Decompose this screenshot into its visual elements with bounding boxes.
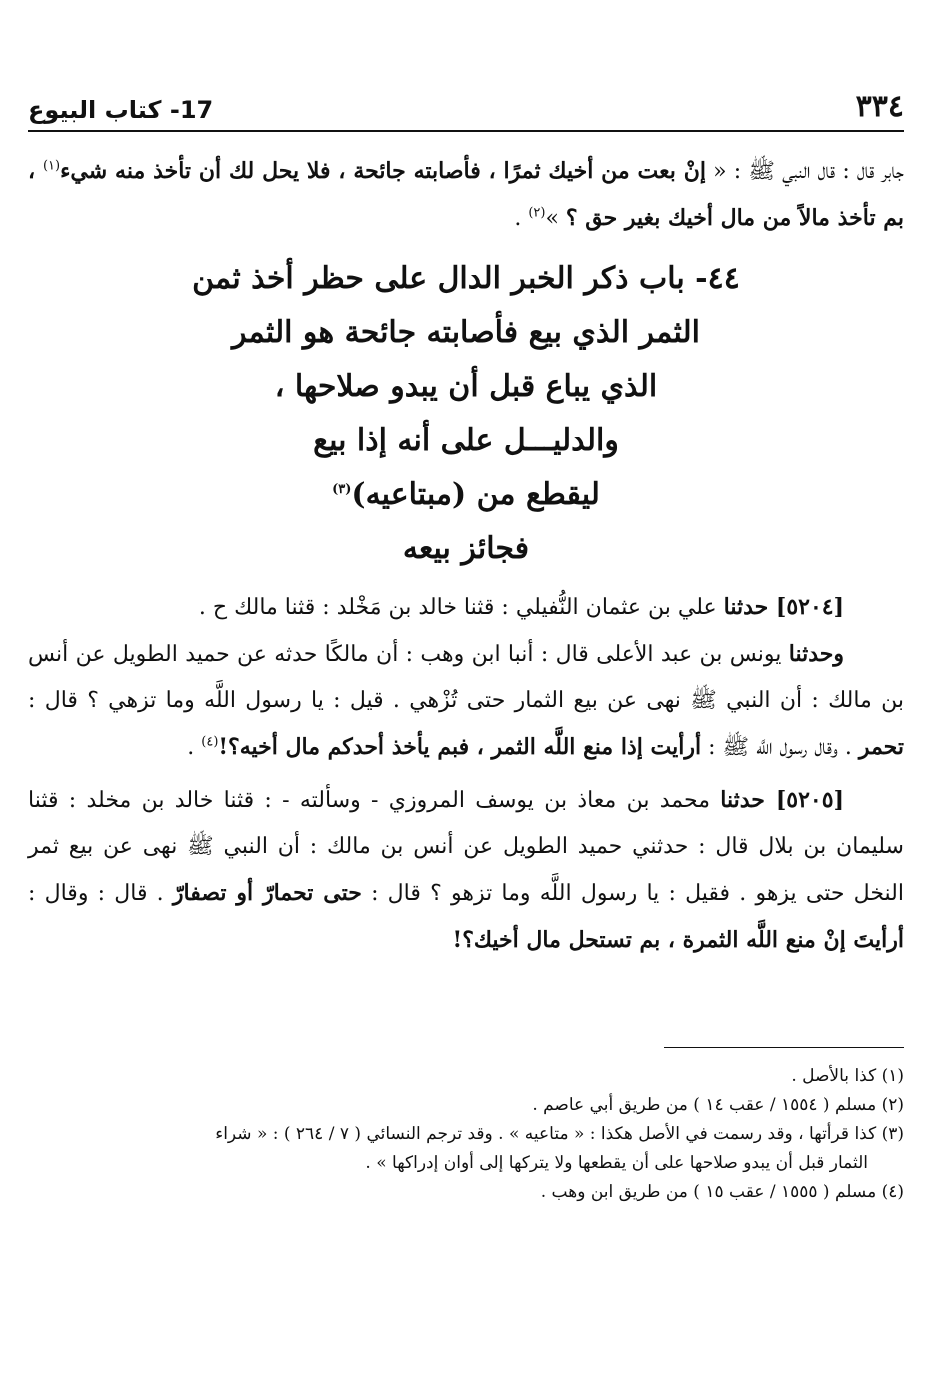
chapter-heading-line: ٤٤- باب ذكر الخبر الدال على حظر أخذ ثمن xyxy=(192,261,740,296)
intro-paragraph xyxy=(28,148,904,242)
book-title: 17- كتاب البيوع xyxy=(28,96,214,124)
chapter-heading xyxy=(28,252,904,576)
intro-text: جابر قال : قال النبي ﷺ : « xyxy=(705,159,904,184)
page-body xyxy=(28,148,904,964)
chapter-heading-line: الثمر الذي بيع فأصابته جائحة هو الثمر xyxy=(232,315,700,350)
hadith-quote: تحمر xyxy=(858,734,904,760)
footnote-ref-2: (٢) xyxy=(528,205,546,221)
chapter-heading-line xyxy=(28,468,904,522)
isnad-text: علي بن عثمان النُّفيلي : قثنا خالد بن مَخْلد : قثنا مالك ح . xyxy=(198,595,724,620)
hadith-text: . قال : وقال : xyxy=(28,881,173,906)
hadith-5204 xyxy=(28,584,904,631)
footnote-divider xyxy=(664,1047,904,1048)
footnote-3: (٣) كذا قرأتها ، وقد رسمت في الأصل هكذا : « متاعيه » . وقد ترجم النسائي ( ٧ / ٢٦٤ ) : « شراء xyxy=(215,1124,904,1144)
hadith-number: [٥٢٠٤] xyxy=(775,594,844,620)
hadith-quote: ، بم تأخذ مالاً من مال أخيك بغير حق ؟ xyxy=(28,158,904,231)
hadith-number: [٥٢٠٥] xyxy=(775,787,844,813)
footnote-ref-1: (١) xyxy=(42,158,61,174)
page-number: ٣٣٤ xyxy=(855,89,904,124)
intro-text: » xyxy=(545,206,566,231)
narration-label: حدثنا xyxy=(720,787,776,813)
hadith-text: يونس بن عبد الأعلى قال : أنبا ابن وهب : أن مالكًا حدثه عن حميد الطويل عن أنس بن مالك : أن النبي ﷺ نهى عن بيع الثمار حتى تُزْهي . قيل : يا رسول اللَّه وما تزهي ؟ قال : xyxy=(28,642,904,713)
hadith-quote: حتى تحمارّ أو تصفارّ xyxy=(172,880,362,906)
chapter-heading-line: فجائز بيعه xyxy=(402,531,530,566)
footnote-ref-3: (٣) xyxy=(332,482,352,497)
narration-label: حدثنا xyxy=(723,594,776,620)
chapter-heading-text: ليقطع من (مبتاعيه) xyxy=(351,477,600,512)
hadith-text: محمد بن معاذ بن يوسف المروزي - وسألته - : قثنا خالد بن مخلد : قثنا سليمان بن بلال قال : حدثني حميد الطويل عن أنس بن مالك : أن النبي ﷺ نهى عن بيع ثمر النخل حتى يزهو . فقيل : يا رسول اللَّه وما تزهو ؟ قال : xyxy=(28,788,904,906)
intro-text: . xyxy=(514,206,529,231)
footnote-ref-4: (٤) xyxy=(201,734,219,750)
hadith-quote: أرأيت إذا منع اللَّه الثمر ، فبم يأخذ أحدكم مال أخيه؟! xyxy=(218,734,702,760)
footnote-1: (١) كذا بالأصل . xyxy=(791,1066,904,1086)
hadith-5204-continued xyxy=(28,631,904,771)
hadith-quote: إنْ بعت من أخيك ثمرًا ، فأصابته جائحة ، فلا يحل لك أن تأخذ منه شيء xyxy=(60,158,706,184)
hadith-quote: أرأيتَ إنْ منع اللَّه الثمرة ، بم تستحل مال أخيك؟! xyxy=(452,927,904,953)
header-divider xyxy=(28,130,904,132)
chapter-heading-line: والدليـــل على أنه إذا بيع xyxy=(313,423,619,458)
footnote-3-continued: الثمار قبل أن يبدو صلاحها على أن يقطعها ولا يتركها إلى أوان إدراكها » . xyxy=(365,1153,868,1173)
hadith-5205 xyxy=(28,777,904,964)
footnote-4: (٤) مسلم ( ١٥٥٥ / عقب ١٥ ) من طريق ابن وهب . xyxy=(540,1182,904,1202)
narration-label: وحدثنا xyxy=(788,641,844,667)
footnote-2: (٢) مسلم ( ١٥٥٤ / عقب ١٤ ) من طريق أبي عاصم . xyxy=(532,1095,904,1115)
hadith-text: . xyxy=(187,735,202,760)
hadith-text: . وقال رسول اللَّه ﷺ : xyxy=(701,735,859,760)
chapter-heading-line: الذي يباع قبل أن يبدو صلاحها ، xyxy=(274,369,658,404)
footnotes xyxy=(28,1062,904,1207)
page-header xyxy=(28,80,904,124)
